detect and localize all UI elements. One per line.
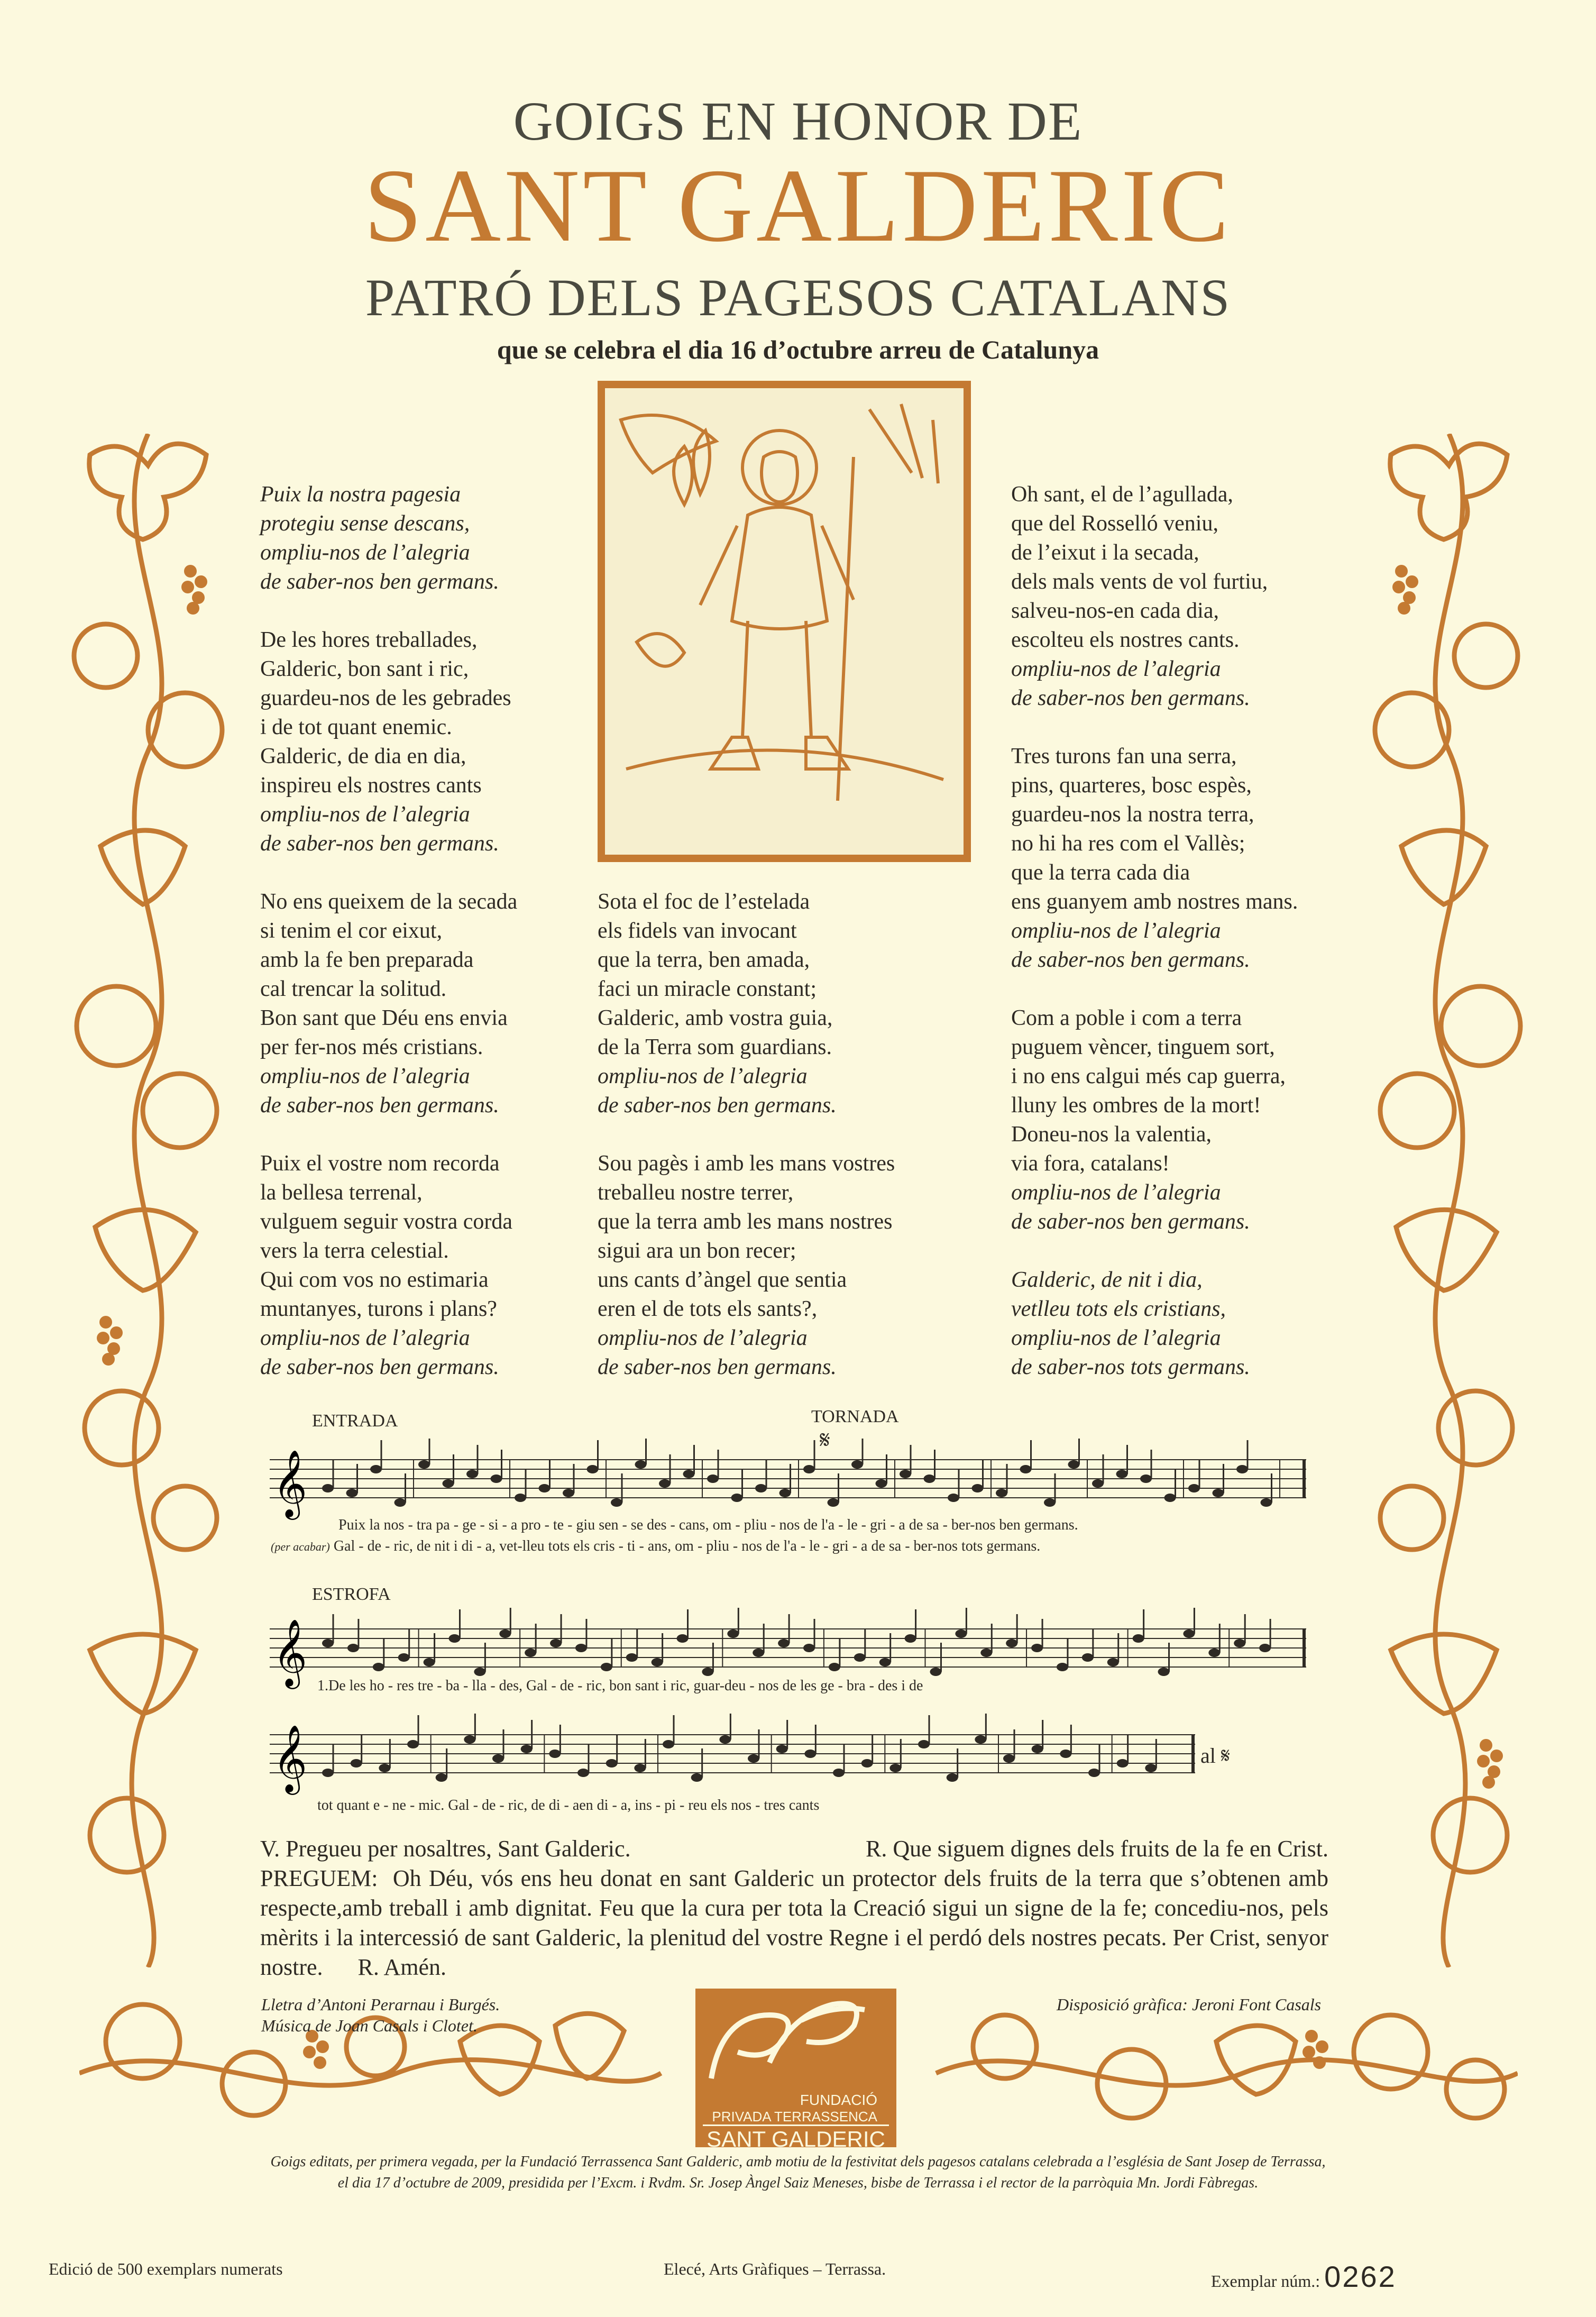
note-head <box>1044 1498 1056 1507</box>
note-head <box>1140 1475 1152 1483</box>
verse-line: Galderic, de nit i dia, <box>1011 1268 1203 1292</box>
note-head <box>549 1750 561 1758</box>
note-head <box>1031 1644 1043 1652</box>
verse-line: uns cants d’àngel que sentia <box>598 1268 847 1292</box>
note-head <box>626 1653 638 1662</box>
note-head <box>407 1740 419 1748</box>
verse-line: Com a poble i com a terra <box>1011 1006 1242 1030</box>
verse-line: sigui ara un bon recer; <box>598 1239 796 1263</box>
note-head <box>905 1634 916 1643</box>
edition-count: Edició de 500 exemplars numerats <box>49 2259 283 2278</box>
note-head <box>346 1489 358 1497</box>
note-head <box>748 1754 759 1763</box>
verse-line: escolteu els nostres cants. <box>1011 628 1240 652</box>
note-head <box>1208 1649 1220 1657</box>
saint-galderic-illustration-icon <box>605 388 964 855</box>
per-acabar-label: (per acabar) <box>271 1540 330 1553</box>
verse-line: Bon sant que Déu ens envia <box>260 1006 508 1030</box>
note-head <box>975 1735 986 1744</box>
saint-engraving <box>598 381 971 862</box>
verse-line: ompliu-nos de l’alegria <box>260 541 470 565</box>
note-head <box>924 1475 935 1483</box>
treble-clef-icon: 𝄞 <box>273 1618 308 1686</box>
verse-line: faci un miracle constant; <box>598 977 817 1001</box>
note-head <box>876 1479 887 1488</box>
estrofa-label: ESTROFA <box>312 1585 391 1604</box>
note-head <box>563 1489 574 1497</box>
verse-line: dels mals vents de vol furtiu, <box>1011 570 1268 594</box>
note-head <box>652 1658 663 1666</box>
stanza <box>260 887 517 1120</box>
note-head <box>918 1740 930 1748</box>
verse-line: per fer-nos més cristians. <box>260 1035 483 1059</box>
note-head <box>499 1629 511 1638</box>
note-head <box>930 1668 941 1676</box>
verse-line: ompliu-nos de l’alegria <box>1011 1326 1221 1350</box>
note-head <box>474 1668 485 1676</box>
copy-number: 0262 <box>1324 2260 1397 2293</box>
verse-line: vetlleu tots els cristians, <box>1011 1297 1226 1321</box>
note-head <box>1234 1639 1245 1647</box>
note-head <box>1236 1465 1248 1473</box>
note-head <box>398 1653 410 1662</box>
title-line-1: GOIGS EN HONOR DE <box>513 91 1083 152</box>
note-head <box>322 1484 334 1492</box>
verse-line: ompliu-nos de l’alegria <box>1011 919 1221 943</box>
note-head <box>828 1498 839 1507</box>
verse-line: que la terra cada dia <box>1011 860 1190 885</box>
right-stanzas-column <box>1011 480 1298 1411</box>
copy-number-block <box>1211 2259 1397 2294</box>
note-head <box>803 1644 815 1652</box>
note-head <box>727 1629 739 1638</box>
note-head <box>972 1484 984 1492</box>
note-head <box>1261 1498 1272 1507</box>
verse-line: treballeu nostre terrer, <box>598 1180 794 1205</box>
note-head <box>1032 1745 1043 1753</box>
note-head <box>443 1479 454 1488</box>
note-head <box>1183 1629 1195 1638</box>
stanza <box>260 626 517 858</box>
note-head <box>778 1639 790 1647</box>
stanza <box>260 1149 517 1382</box>
edition-note-line-1: Goigs editats, per primera vegada, per la Fundació Terrassenca Sant Galderic, amb motiu de la festivitat dels pagesos catalans celebrada a l’església de Sant Josep de Terrassa, <box>270 2154 1326 2170</box>
verse-line: que del Rosselló veniu, <box>1011 511 1218 536</box>
verse-line: ompliu-nos de l’alegria <box>1011 1180 1221 1205</box>
note-head <box>577 1769 589 1777</box>
verse-line: de saber-nos ben germans. <box>1011 948 1250 972</box>
verse-line: ens guanyem amb nostres mans. <box>1011 890 1298 914</box>
note-head <box>753 1649 764 1657</box>
note-head <box>351 1759 362 1767</box>
treble-clef-icon: 𝄞 <box>273 1449 308 1517</box>
note-head <box>804 1750 816 1758</box>
note-head <box>322 1639 334 1647</box>
verse-line: de saber-nos ben germans. <box>260 831 499 856</box>
verse-line: de saber-nos tots germans. <box>1011 1355 1250 1379</box>
note-head <box>755 1484 767 1492</box>
edition-note <box>0 2151 1596 2194</box>
edition-note-line-2: el dia 17 d’octubre de 2009, presidida per l’Excm. i Rvdm. Sr. Josep Àngel Saiz Meneses, bisbe de Terrassa i el rector de la parròquia Mn. Jordi Fàbregas. <box>337 2175 1259 2191</box>
note-head <box>683 1470 695 1478</box>
lyrics-line-3: 1.De les ho - res tre - ba - lla - des, Gal - de - ric, bon sant i ric, guar-deu - nos de les ge - bra - des i de <box>317 1678 923 1694</box>
verse-line: Galderic, amb vostra guia, <box>598 1006 833 1030</box>
verse-line: Galderic, bon sant i ric, <box>260 657 469 681</box>
verse-line: si tenim el cor eixut, <box>260 919 443 943</box>
prayer-block <box>260 1834 1328 1982</box>
note-head <box>829 1663 840 1671</box>
note-head <box>395 1498 406 1507</box>
note-head <box>702 1668 713 1676</box>
right-vine-border-icon <box>1370 434 1528 1967</box>
note-head <box>1213 1489 1224 1497</box>
verse-line: salveu-nos-en cada dia, <box>1011 599 1219 623</box>
verse-line: vulguem seguir vostra corda <box>260 1210 513 1234</box>
verse-line: guardeu-nos de les gebrades <box>260 686 511 710</box>
verse-line: ompliu-nos de l’alegria <box>260 802 470 827</box>
flourish-logo-icon <box>695 1989 896 2089</box>
prayer-text: Oh Déu, vós ens heu donat en sant Galderic un protector dels fruits de la terra que s’obtenen amb respecte,amb treball i amb dignitat. Feu que la cura per tota la Creació sigui un signe de la fe; concediu-nos, pels mèrits i la intercessió de sant Galderic, la plenitud del vostre Regne i el perdó dels nostres pecats. Per Crist, senyor nostre. <box>260 1865 1328 1980</box>
note-head <box>448 1634 460 1643</box>
verse-line: Puix el vostre nom recorda <box>260 1151 500 1176</box>
al-segno-mark: al 𝄋 <box>1200 1744 1231 1767</box>
stanza <box>260 480 517 597</box>
verse-line: muntanyes, turons i plans? <box>260 1297 497 1321</box>
note-head <box>464 1735 475 1744</box>
note-head <box>436 1773 447 1782</box>
note-head <box>854 1653 866 1662</box>
note-head <box>1060 1750 1071 1758</box>
note-head <box>779 1489 791 1497</box>
note-head <box>1188 1484 1200 1492</box>
note-head <box>1259 1644 1271 1652</box>
verse-line: pins, quarteres, bosc espès, <box>1011 773 1252 798</box>
note-head <box>550 1639 562 1647</box>
note-head <box>575 1644 587 1652</box>
verse-line: i no ens calgui més cap guerra, <box>1011 1064 1286 1088</box>
verse-line: cal trencar la solitud. <box>260 977 447 1001</box>
versicle: V. Pregueu per nosaltres, Sant Galderic. <box>260 1836 631 1862</box>
verse-line: Galderic, de dia en dia, <box>260 744 466 768</box>
music-credit: Música de Joan Casals i Clotet. <box>261 2016 478 2035</box>
verse-line: eren el de tots els sants?, <box>598 1297 818 1321</box>
preguem-label: PREGUEM: <box>260 1865 378 1891</box>
lyrics-line-4: tot quant e - ne - mic. Gal - de - ric, de di - aen di - a, ins - pi - reu els nos - tres cants <box>317 1797 820 1814</box>
note-head <box>955 1629 967 1638</box>
note-head <box>803 1465 815 1473</box>
note-head <box>691 1773 703 1782</box>
note-head <box>1088 1769 1100 1777</box>
verse-line: De les hores treballades, <box>260 628 478 652</box>
note-head <box>635 1460 647 1469</box>
note-head <box>1117 1759 1129 1767</box>
note-head <box>634 1764 646 1772</box>
note-head <box>980 1649 992 1657</box>
verse-line: de saber-nos ben germans. <box>260 570 499 594</box>
verse-line: puguem vèncer, tinguem sort, <box>1011 1035 1275 1059</box>
response: R. Que siguem dignes dels fruits de la fe en Crist. <box>866 1836 1328 1862</box>
lyrics-line-1: Puix la nos - tra pa - ge - si - a pro - te - giu sen - se des - cans, om - pliu - nos de l'a - le - gri - a de sa - ber-nos ben germans. <box>338 1517 1078 1533</box>
verse-line: de saber-nos ben germans. <box>1011 1210 1250 1234</box>
verse-line: via fora, catalans! <box>1011 1151 1170 1176</box>
verse-line: de la Terra som guardians. <box>598 1035 832 1059</box>
staff-entrada <box>270 1439 1327 1523</box>
verse-line: Oh sant, el de l’agullada, <box>1011 482 1233 507</box>
amen: R. Amén. <box>357 1954 446 1980</box>
lyrics-line-2: Gal - de - ric, de nit i di - a, vet-lleu tots els cris - ti - ans, om - pliu - nos de l'a - le - gri - a de sa - ber-nos tots germans. <box>333 1538 1041 1554</box>
note-head <box>1145 1764 1157 1772</box>
note-head <box>539 1484 551 1492</box>
note-head <box>1057 1663 1068 1671</box>
verse-line: que la terra, ben amada, <box>598 948 810 972</box>
credits-left <box>261 1994 500 2036</box>
stanza <box>1011 742 1298 975</box>
stanza <box>1011 480 1298 713</box>
note-head <box>1133 1634 1144 1643</box>
note-head <box>1068 1460 1080 1469</box>
verse-line: de saber-nos ben germans. <box>598 1355 837 1379</box>
stanza <box>598 887 895 1120</box>
staff-estrofa-2 <box>270 1714 1222 1798</box>
note-head <box>707 1475 719 1483</box>
verse-line: que la terra amb les mans nostres <box>598 1210 893 1234</box>
verse-line: la bellesa terrenal, <box>260 1180 423 1205</box>
lyrics-credit: Lletra d’Antoni Perarnau i Burgés. <box>261 1995 500 2014</box>
foundation-logo <box>695 1989 896 2151</box>
note-head <box>322 1769 334 1777</box>
verse-line: Puix la nostra pagesia <box>260 482 461 507</box>
entrada-label: ENTRADA <box>312 1411 398 1431</box>
note-head <box>731 1494 743 1502</box>
stanza <box>598 1149 895 1382</box>
verse-line: de l’eixut i la secada, <box>1011 541 1199 565</box>
verse-line: no hi ha res com el Vallès; <box>1011 831 1245 856</box>
note-head <box>424 1658 435 1666</box>
segno-mark: 𝄋 <box>820 1426 830 1453</box>
note-head <box>373 1663 384 1671</box>
verse-line: els fidels van invocant <box>598 919 797 943</box>
verse-line: vers la terra celestial. <box>260 1239 449 1263</box>
note-head <box>947 1773 958 1782</box>
note-head <box>347 1644 359 1652</box>
note-head <box>1116 1470 1128 1478</box>
note-head <box>1003 1754 1015 1763</box>
verse-line: Sou pagès i amb les mans vostres <box>598 1151 895 1176</box>
note-head <box>776 1745 788 1753</box>
note-head <box>466 1470 478 1478</box>
note-head <box>1158 1668 1170 1676</box>
note-head <box>663 1740 674 1748</box>
verse-line: ompliu-nos de l’alegria <box>598 1064 808 1088</box>
note-head <box>677 1634 689 1643</box>
note-head <box>833 1769 845 1777</box>
stanza <box>1011 1004 1298 1237</box>
verse-line: inspireu els nostres cants <box>260 773 482 798</box>
note-head <box>996 1489 1007 1497</box>
verse-line: Qui com vos no estimaria <box>260 1268 489 1292</box>
note-head <box>601 1663 612 1671</box>
middle-stanzas-column <box>598 887 895 1411</box>
printer-name: Elecé, Arts Gràfiques – Terrassa. <box>664 2259 886 2278</box>
verse-line: guardeu-nos la nostra terra, <box>1011 802 1254 827</box>
note-head <box>1092 1479 1104 1488</box>
note-head <box>492 1754 504 1763</box>
verse-line: Tres turons fan una serra, <box>1011 744 1237 768</box>
verse-line: de saber-nos ben germans. <box>598 1093 837 1118</box>
note-head <box>719 1735 731 1744</box>
verse-line: Doneu-nos la valentia, <box>1011 1122 1212 1147</box>
note-head <box>659 1479 671 1488</box>
note-head <box>418 1460 430 1469</box>
note-head <box>525 1649 536 1657</box>
title-line-3: PATRÓ DELS PAGESOS CATALANS <box>365 268 1231 327</box>
note-head <box>515 1494 526 1502</box>
verse-line: ompliu-nos de l’alegria <box>1011 657 1221 681</box>
note-head <box>948 1494 959 1502</box>
note-head <box>1006 1639 1017 1647</box>
verse-line: ompliu-nos de l’alegria <box>260 1326 470 1350</box>
verse-line: protegiu sense descans, <box>260 511 470 536</box>
verse-line: No ens queixem de la secada <box>260 890 518 914</box>
title-saint-name: SANT GALDERIC <box>364 148 1232 263</box>
verse-line: lluny les ombres de la mort! <box>1011 1093 1261 1118</box>
layout-credit: Disposició gràfica: Jeroni Font Casals <box>1057 1995 1322 2014</box>
verse-line: de saber-nos ben germans. <box>260 1093 499 1118</box>
verse-line: de saber-nos ben germans. <box>260 1355 499 1379</box>
title-subtitle: que se celebra el dia 16 d’octubre arreu de Catalunya <box>497 335 1099 364</box>
note-head <box>370 1465 382 1473</box>
note-head <box>1020 1465 1032 1473</box>
note-head <box>611 1498 622 1507</box>
verse-line: de saber-nos ben germans. <box>1011 686 1250 710</box>
verse-line: ompliu-nos de l’alegria <box>598 1326 808 1350</box>
logo-line-3: SANT GALDERIC <box>703 2124 889 2153</box>
note-head <box>889 1764 901 1772</box>
note-head <box>879 1658 891 1666</box>
note-head <box>861 1759 873 1767</box>
verse-line: amb la fe ben preparada <box>260 948 474 972</box>
treble-clef-icon: 𝄞 <box>273 1724 308 1792</box>
verse-line: ompliu-nos de l’alegria <box>260 1064 470 1088</box>
logo-line-1: FUNDACIÓ <box>800 2092 877 2108</box>
note-head <box>521 1745 533 1753</box>
copy-number-label: Exemplar núm.: <box>1211 2272 1320 2291</box>
note-head <box>491 1475 502 1483</box>
stanza <box>1011 1266 1298 1382</box>
note-head <box>606 1759 618 1767</box>
note-head <box>900 1470 911 1478</box>
note-head <box>1164 1494 1176 1502</box>
note-head <box>1082 1653 1094 1662</box>
left-stanzas-column <box>260 480 517 1411</box>
verse-line: i de tot quant enemic. <box>260 715 452 739</box>
note-head <box>851 1460 863 1469</box>
logo-line-2: PRIVADA TERRASSENCA <box>712 2109 877 2124</box>
note-head <box>1107 1658 1119 1666</box>
left-vine-border-icon <box>69 434 227 1967</box>
note-head <box>587 1465 599 1473</box>
note-head <box>379 1764 390 1772</box>
tornada-label: TORNADA <box>811 1407 899 1426</box>
verse-line: Sota el foc de l’estelada <box>598 890 810 914</box>
